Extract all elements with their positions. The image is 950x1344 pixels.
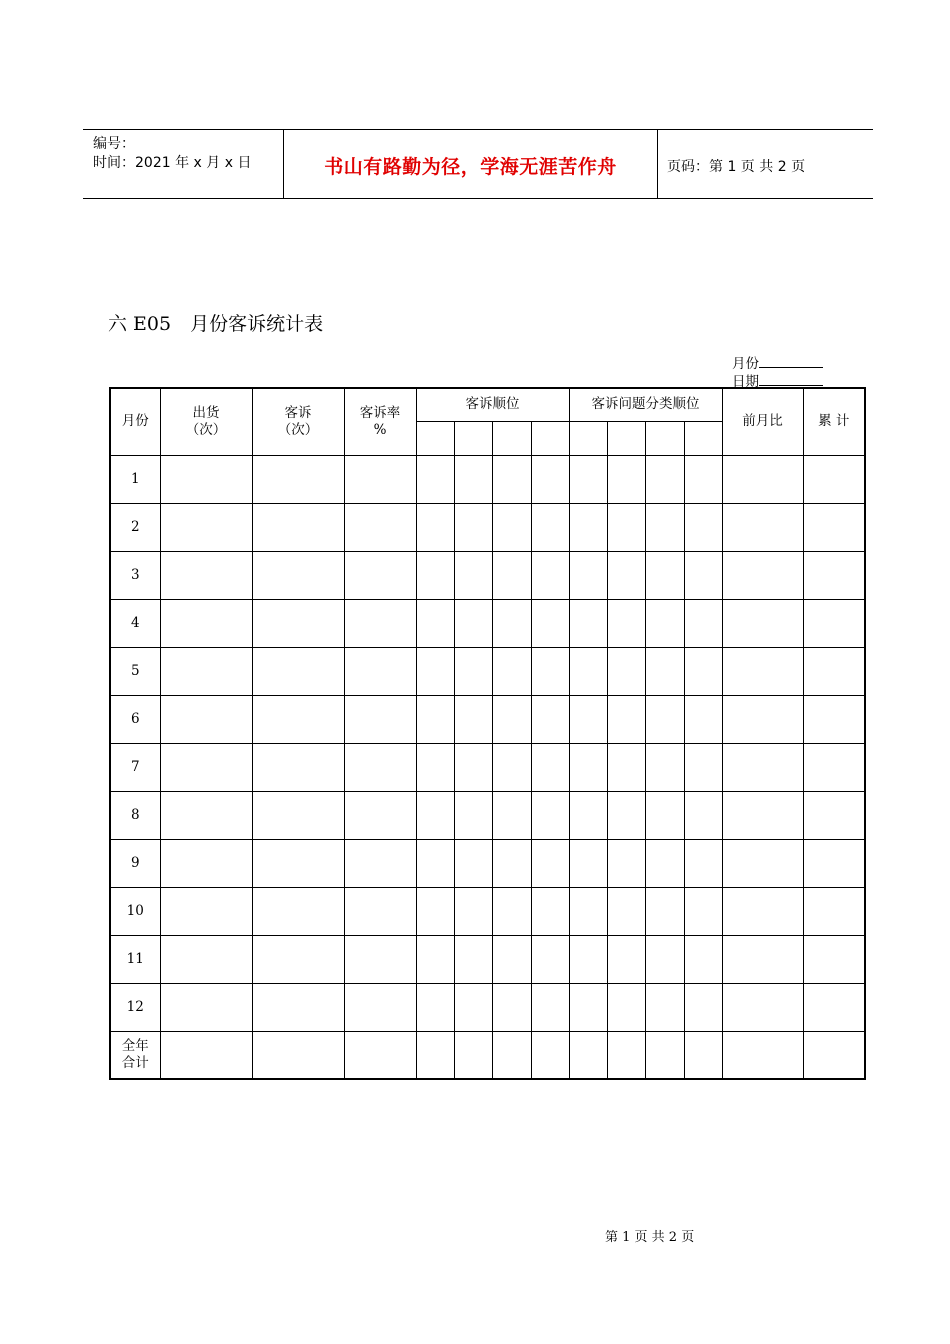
header-cumulative: 累 计	[803, 388, 865, 455]
rank-subcell[interactable]	[454, 421, 492, 455]
table-row	[110, 983, 865, 1031]
data-cell[interactable]	[607, 695, 645, 743]
month-label: 4	[130, 614, 140, 631]
data-cell[interactable]	[531, 791, 569, 839]
month-label: 6	[130, 710, 140, 727]
data-cell[interactable]	[803, 887, 865, 935]
table-row	[110, 1031, 865, 1079]
data-cell[interactable]	[454, 695, 492, 743]
data-cell[interactable]	[645, 935, 684, 983]
data-cell[interactable]	[492, 887, 531, 935]
month-field-blank[interactable]	[759, 354, 823, 368]
data-cell[interactable]	[803, 743, 865, 791]
header-category-rank: 客诉问题分类顺位	[569, 388, 722, 421]
data-cell[interactable]	[492, 599, 531, 647]
data-cell[interactable]	[722, 1031, 803, 1079]
header-complaint	[252, 388, 344, 455]
data-cell[interactable]	[803, 983, 865, 1031]
complaint-statistics-table	[109, 387, 866, 1080]
data-cell[interactable]	[569, 503, 607, 551]
data-cell[interactable]	[160, 935, 252, 983]
date-field-blank[interactable]	[759, 372, 823, 386]
header-motto-cell	[284, 130, 658, 198]
table-row	[110, 935, 865, 983]
table-row	[110, 455, 865, 503]
data-cell[interactable]	[492, 647, 531, 695]
month-label-cell	[110, 1031, 160, 1079]
data-cell[interactable]	[803, 695, 865, 743]
data-cell[interactable]	[722, 503, 803, 551]
month-label: 合计	[121, 1054, 149, 1071]
table-row	[110, 695, 865, 743]
data-cell[interactable]	[684, 455, 722, 503]
data-cell[interactable]	[252, 695, 344, 743]
month-label: 11	[126, 950, 144, 967]
table-row	[110, 599, 865, 647]
header-prev-month-ratio: 前月比	[722, 388, 803, 455]
data-cell[interactable]	[645, 647, 684, 695]
month-label-cell	[110, 599, 160, 647]
month-label-cell	[110, 887, 160, 935]
data-cell[interactable]	[454, 599, 492, 647]
data-cell[interactable]	[803, 503, 865, 551]
data-cell[interactable]	[531, 935, 569, 983]
table-row	[110, 503, 865, 551]
data-cell[interactable]	[344, 503, 416, 551]
data-cell[interactable]	[344, 887, 416, 935]
data-cell[interactable]	[607, 1031, 645, 1079]
data-cell[interactable]	[160, 983, 252, 1031]
data-cell[interactable]	[416, 791, 454, 839]
data-cell[interactable]	[531, 839, 569, 887]
category-subcell[interactable]	[684, 421, 722, 455]
data-cell[interactable]	[722, 983, 803, 1031]
data-cell[interactable]	[416, 551, 454, 599]
data-cell[interactable]	[803, 455, 865, 503]
data-cell[interactable]	[569, 935, 607, 983]
data-cell[interactable]	[344, 1031, 416, 1079]
data-cell[interactable]	[722, 599, 803, 647]
data-cell[interactable]	[160, 1031, 252, 1079]
data-cell[interactable]	[492, 839, 531, 887]
data-cell[interactable]	[492, 695, 531, 743]
data-cell[interactable]	[569, 695, 607, 743]
month-label: 9	[130, 854, 140, 871]
data-cell[interactable]	[160, 839, 252, 887]
data-cell[interactable]	[492, 935, 531, 983]
data-cell[interactable]	[492, 455, 531, 503]
data-cell[interactable]	[722, 551, 803, 599]
data-cell[interactable]	[160, 791, 252, 839]
data-cell[interactable]	[531, 887, 569, 935]
data-cell[interactable]	[607, 455, 645, 503]
data-cell[interactable]	[722, 455, 803, 503]
data-cell[interactable]	[645, 503, 684, 551]
document-time-label: 时间：2021 年 x 月 x 日	[93, 155, 252, 171]
data-cell[interactable]	[722, 791, 803, 839]
data-cell[interactable]	[454, 647, 492, 695]
data-cell[interactable]	[416, 695, 454, 743]
data-cell[interactable]	[160, 695, 252, 743]
data-cell[interactable]	[454, 1031, 492, 1079]
data-cell[interactable]	[252, 1031, 344, 1079]
data-cell[interactable]	[531, 647, 569, 695]
header-complaint-line2: （次）	[277, 421, 319, 438]
data-cell[interactable]	[645, 599, 684, 647]
data-cell[interactable]	[344, 695, 416, 743]
data-cell[interactable]	[607, 599, 645, 647]
data-cell[interactable]	[454, 743, 492, 791]
header-shipment-line2: （次）	[185, 421, 227, 438]
data-cell[interactable]	[252, 791, 344, 839]
header-complaint-rank: 客诉顺位	[416, 388, 569, 421]
data-cell[interactable]	[531, 455, 569, 503]
data-cell[interactable]	[684, 695, 722, 743]
month-label-cell	[110, 695, 160, 743]
data-cell[interactable]	[569, 743, 607, 791]
month-label-cell	[110, 983, 160, 1031]
data-cell[interactable]	[645, 839, 684, 887]
data-cell[interactable]	[722, 839, 803, 887]
table-row	[110, 887, 865, 935]
data-cell[interactable]	[684, 983, 722, 1031]
data-cell[interactable]	[160, 599, 252, 647]
category-subcell[interactable]	[645, 421, 684, 455]
data-cell[interactable]	[344, 983, 416, 1031]
data-cell[interactable]	[569, 983, 607, 1031]
month-label: 8	[130, 806, 140, 823]
data-cell[interactable]	[454, 839, 492, 887]
data-cell[interactable]	[645, 695, 684, 743]
data-cell[interactable]	[252, 455, 344, 503]
data-cell[interactable]	[531, 983, 569, 1031]
table-header-row	[110, 388, 865, 421]
data-cell[interactable]	[252, 743, 344, 791]
data-cell[interactable]	[252, 935, 344, 983]
data-cell[interactable]	[607, 887, 645, 935]
header-complaint-rate	[344, 388, 416, 455]
data-cell[interactable]	[607, 503, 645, 551]
data-cell[interactable]	[569, 1031, 607, 1079]
data-cell[interactable]	[645, 887, 684, 935]
data-cell[interactable]	[684, 839, 722, 887]
data-cell[interactable]	[803, 1031, 865, 1079]
data-cell[interactable]	[454, 791, 492, 839]
data-cell[interactable]	[531, 743, 569, 791]
data-cell[interactable]	[684, 551, 722, 599]
data-cell[interactable]	[645, 1031, 684, 1079]
data-cell[interactable]	[454, 983, 492, 1031]
month-label-cell	[110, 647, 160, 695]
data-cell[interactable]	[344, 647, 416, 695]
month-label: 全年	[121, 1037, 149, 1054]
data-cell[interactable]	[803, 935, 865, 983]
data-cell[interactable]	[722, 743, 803, 791]
data-cell[interactable]	[454, 551, 492, 599]
month-label-cell	[110, 839, 160, 887]
header-shipment	[160, 388, 252, 455]
data-cell[interactable]	[803, 551, 865, 599]
data-cell[interactable]	[416, 455, 454, 503]
month-label-cell	[110, 455, 160, 503]
data-cell[interactable]	[160, 503, 252, 551]
page-title: 六 E05 月份客诉统计表	[108, 313, 324, 335]
data-cell[interactable]	[344, 455, 416, 503]
data-cell[interactable]	[531, 551, 569, 599]
data-cell[interactable]	[160, 455, 252, 503]
data-cell[interactable]	[645, 743, 684, 791]
data-cell[interactable]	[684, 791, 722, 839]
data-cell[interactable]	[252, 983, 344, 1031]
data-cell[interactable]	[607, 743, 645, 791]
document-header	[83, 129, 873, 199]
table-row	[110, 743, 865, 791]
data-cell[interactable]	[344, 551, 416, 599]
data-cell[interactable]	[803, 599, 865, 647]
data-cell[interactable]	[569, 839, 607, 887]
data-cell[interactable]	[160, 887, 252, 935]
month-field-label: 月份	[732, 356, 759, 372]
data-cell[interactable]	[492, 551, 531, 599]
data-cell[interactable]	[454, 935, 492, 983]
data-cell[interactable]	[252, 599, 344, 647]
page-footer: 第 1 页 共 2 页	[605, 1230, 695, 1245]
month-label: 10	[126, 902, 144, 919]
month-label-cell	[110, 743, 160, 791]
data-cell[interactable]	[454, 455, 492, 503]
data-cell[interactable]	[722, 695, 803, 743]
rank-subcell[interactable]	[416, 421, 454, 455]
data-cell[interactable]	[416, 983, 454, 1031]
data-cell[interactable]	[607, 839, 645, 887]
data-cell[interactable]	[531, 599, 569, 647]
header-page-cell	[658, 130, 873, 198]
header-shipment-line1: 出货	[192, 404, 220, 421]
month-field	[732, 352, 823, 372]
month-label: 12	[126, 998, 144, 1015]
data-cell[interactable]	[252, 887, 344, 935]
data-cell[interactable]	[416, 647, 454, 695]
data-cell[interactable]	[607, 791, 645, 839]
header-month: 月份	[110, 388, 160, 455]
header-rate-line2: %	[373, 421, 387, 438]
data-cell[interactable]	[607, 647, 645, 695]
data-cell[interactable]	[645, 791, 684, 839]
data-cell[interactable]	[684, 887, 722, 935]
data-cell[interactable]	[645, 455, 684, 503]
data-cell[interactable]	[416, 935, 454, 983]
data-cell[interactable]	[569, 887, 607, 935]
data-cell[interactable]	[416, 887, 454, 935]
data-cell[interactable]	[344, 743, 416, 791]
table-row	[110, 551, 865, 599]
month-label-cell	[110, 551, 160, 599]
data-cell[interactable]	[684, 1031, 722, 1079]
month-label: 1	[130, 470, 140, 487]
header-page-label: 页码：第 1 页 共 2 页	[667, 159, 806, 175]
month-label-cell	[110, 791, 160, 839]
rank-subcell[interactable]	[492, 421, 531, 455]
data-cell[interactable]	[645, 551, 684, 599]
header-info-cell	[83, 130, 284, 198]
header-rate-line1: 客诉率	[359, 404, 401, 421]
data-cell[interactable]	[416, 599, 454, 647]
data-cell[interactable]	[569, 647, 607, 695]
rank-subcell[interactable]	[531, 421, 569, 455]
data-cell[interactable]	[492, 503, 531, 551]
month-label-cell	[110, 935, 160, 983]
category-subcell[interactable]	[569, 421, 607, 455]
data-cell[interactable]	[607, 935, 645, 983]
table-row	[110, 647, 865, 695]
data-cell[interactable]	[252, 503, 344, 551]
data-cell[interactable]	[684, 935, 722, 983]
data-cell[interactable]	[531, 695, 569, 743]
data-cell[interactable]	[607, 551, 645, 599]
data-cell[interactable]	[722, 647, 803, 695]
data-cell[interactable]	[454, 503, 492, 551]
data-cell[interactable]	[492, 791, 531, 839]
data-cell[interactable]	[645, 983, 684, 1031]
data-cell[interactable]	[344, 791, 416, 839]
data-cell[interactable]	[684, 599, 722, 647]
data-cell[interactable]	[531, 503, 569, 551]
data-cell[interactable]	[492, 983, 531, 1031]
table-row	[110, 791, 865, 839]
data-cell[interactable]	[160, 743, 252, 791]
data-cell[interactable]	[569, 551, 607, 599]
data-cell[interactable]	[416, 839, 454, 887]
document-number-label: 编号：	[93, 136, 135, 152]
data-cell[interactable]	[344, 935, 416, 983]
data-cell[interactable]	[160, 647, 252, 695]
data-cell[interactable]	[252, 551, 344, 599]
data-cell[interactable]	[722, 887, 803, 935]
data-cell[interactable]	[416, 743, 454, 791]
data-cell[interactable]	[803, 647, 865, 695]
data-cell[interactable]	[569, 599, 607, 647]
date-field-label: 日期	[732, 374, 759, 390]
data-cell[interactable]	[344, 599, 416, 647]
data-cell[interactable]	[416, 1031, 454, 1079]
month-label: 3	[130, 566, 140, 583]
data-cell[interactable]	[684, 503, 722, 551]
motto-text: 书山有路勤为径，学海无涯苦作舟	[324, 156, 617, 178]
data-cell[interactable]	[252, 839, 344, 887]
data-cell[interactable]	[160, 551, 252, 599]
data-cell[interactable]	[803, 839, 865, 887]
data-cell[interactable]	[531, 1031, 569, 1079]
category-subcell[interactable]	[607, 421, 645, 455]
data-cell[interactable]	[684, 743, 722, 791]
month-label: 2	[130, 518, 140, 535]
data-cell[interactable]	[454, 887, 492, 935]
data-cell[interactable]	[607, 983, 645, 1031]
data-cell[interactable]	[252, 647, 344, 695]
data-cell[interactable]	[492, 743, 531, 791]
data-cell[interactable]	[569, 791, 607, 839]
data-cell[interactable]	[569, 455, 607, 503]
header-complaint-line1: 客诉	[284, 404, 312, 421]
month-label-cell	[110, 503, 160, 551]
data-cell[interactable]	[722, 935, 803, 983]
month-label: 7	[130, 758, 140, 775]
table-row	[110, 839, 865, 887]
month-label: 5	[130, 662, 140, 679]
data-cell[interactable]	[416, 503, 454, 551]
data-cell[interactable]	[684, 647, 722, 695]
data-cell[interactable]	[492, 1031, 531, 1079]
data-cell[interactable]	[803, 791, 865, 839]
data-cell[interactable]	[344, 839, 416, 887]
